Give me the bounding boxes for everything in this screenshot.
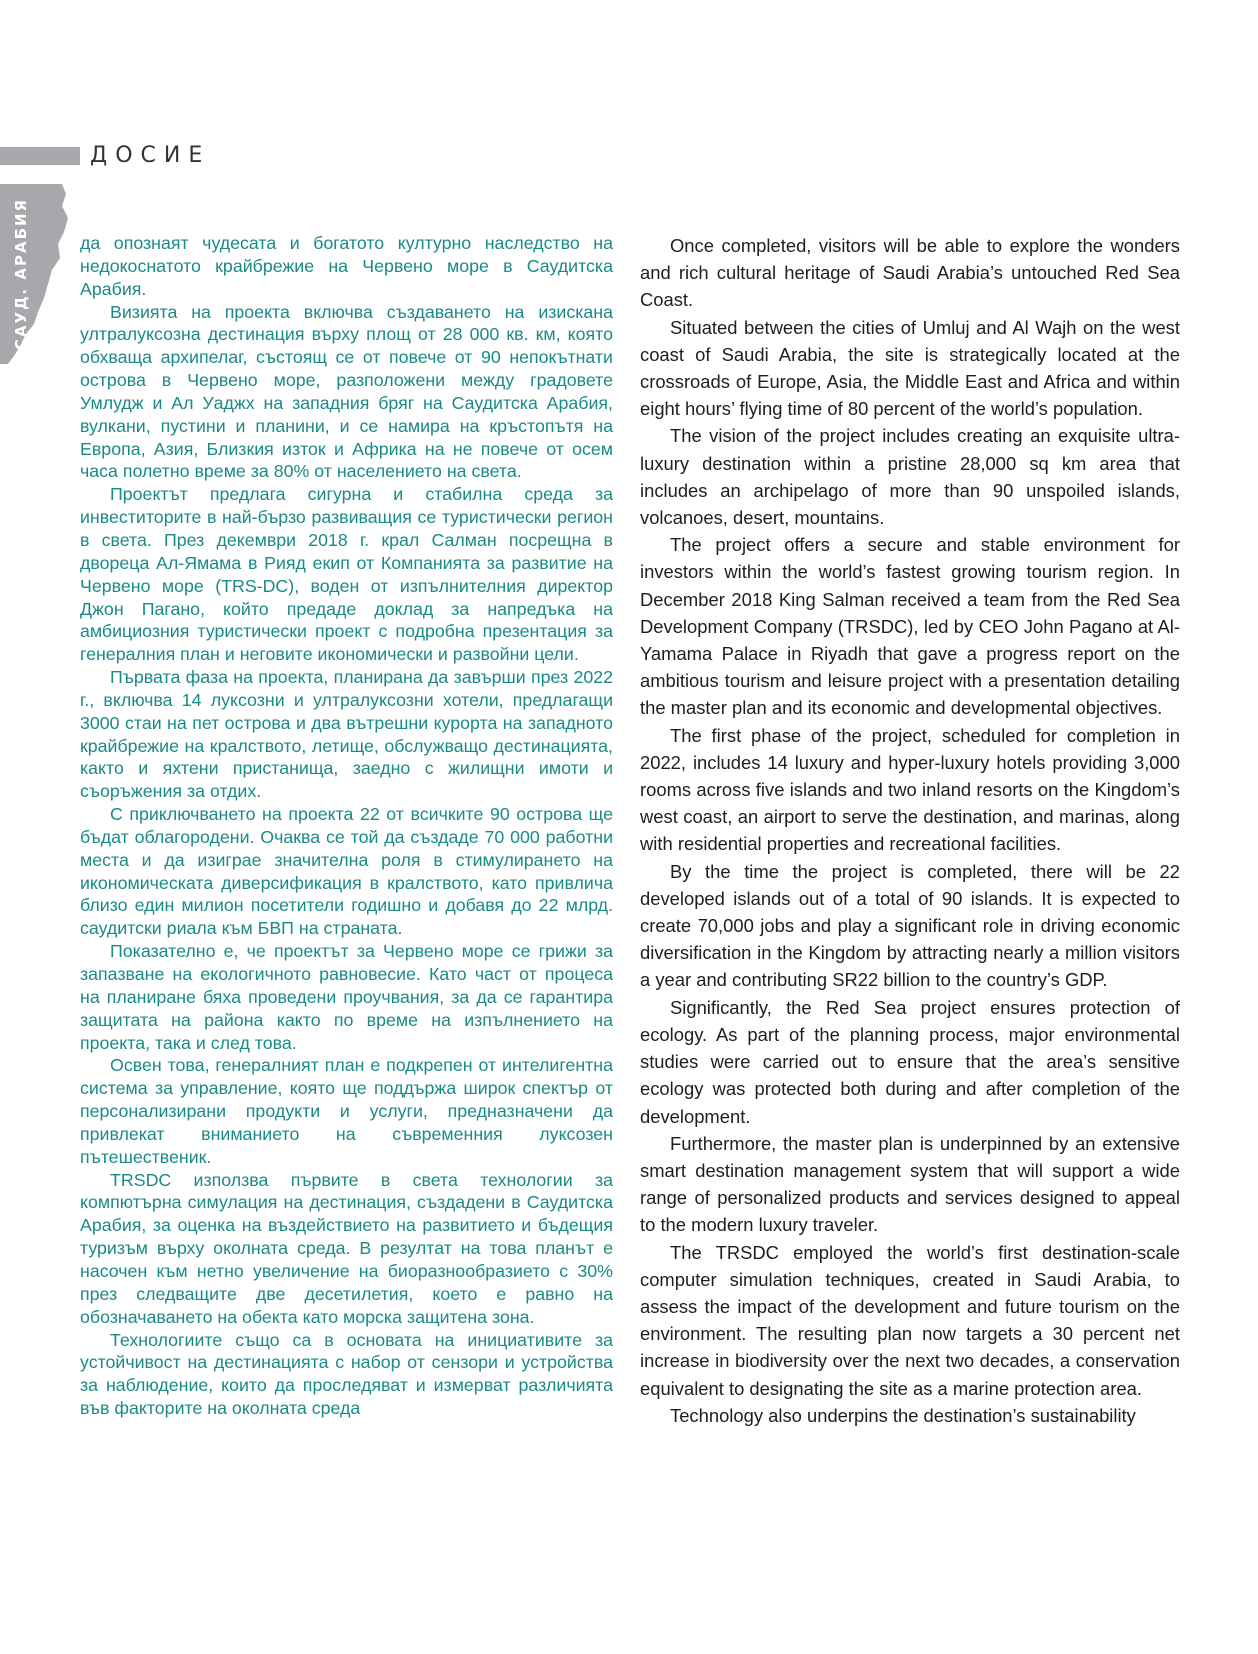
bg-paragraph: Технологиите също са в основата на инициативите за устойчивост на дестинацията с набор от сензори и устройства за наблюдение, които да проследяват и измерват различията във факторите на околната среда [80, 1329, 613, 1419]
bg-paragraph: Освен това, генералният план е подкрепен от интелигентна система за управление, която ще поддържа широк спектър от персонализирани продукти и услуги, предназначени да привлекат вниманието на съвременния луксозен пътешественик. [80, 1055, 613, 1167]
bg-paragraph: С приключването на проекта 22 от всичките 90 острова ще бъдат облагородени. Очаква се той да създаде 70 000 работни места и да изиграе значителна роля в стимулирането на икономическата диверсификация в кралството, като привлича близо един милион посетители годишно и добавя до 22 млрд. саудитски риала към БВП на страната. [80, 804, 613, 939]
en-paragraph: Significantly, the Red Sea project ensures protection of ecology. As part of the planning process, major environmental studies were carried out to ensure that the area’s sensitive ecology was protected both during and after completion of the development. [640, 996, 1180, 1127]
bg-paragraph: Проектът предлага сигурна и стабилна среда за инвеститорите в най-бързо развиващия се туристически регион в света. През декември 2018 г. крал Салман посрещна в двореца Ал-Ямама в Рияд екип от Компанията за развитие на Червено море (TRS-DC), воден от изпълнителния директор Джон Пагано, който предаде доклад за напредъка на амбициозния туристически проект с подробна презентация за генералния план и неговите икономически и развойни цели. [80, 484, 613, 665]
en-paragraph: Technology also underpins the destination’s sustainability [670, 1404, 1136, 1426]
en-paragraph: The first phase of the project, scheduled for completion in 2022, includes 14 luxury and hyper-luxury hotels providing 3,000 rooms across five islands and two inland resorts on the Kingdom’s west coast, an airport to serve the destination, and marinas, along with residential properties and recreational facilities. [640, 724, 1180, 855]
en-paragraph: The project offers a secure and stable environment for investors within the world’s fastest growing tourism region. In December 2018 King Salman received a team from the Red Sea Development Company (TRSDC), led by CEO John Pagano at Al-Yamama Palace in Riyadh that gave a progress report on the ambitious tourism and leisure project with a presentation detailing the master plan and its economic and developmental objectives. [640, 534, 1180, 719]
bg-paragraph: Показателно е, че проектът за Червено море се грижи за запазване на екологичното равновесие. Като част от процеса на планиране бяха проведени проучвания, за да се гарантира защитата на района както по време на изпълнението на проекта, така и след това. [80, 941, 613, 1053]
en-paragraph: By the time the project is completed, there will be 22 developed islands out of a total of 90 islands. It is expected to create 70,000 jobs and play a significant role in driving economic diversification in the Kingdom by attracting nearly a million visitors a year and contributing SR22 billion to the country’s GDP. [640, 860, 1180, 991]
side-tab-label: САУД. АРАБИЯ [12, 197, 30, 351]
section-marker-bar [0, 147, 80, 165]
bulgarian-column [80, 232, 613, 1420]
en-paragraph: The TRSDC employed the world’s first destination-scale computer simulation techniques, created in Saudi Arabia, to assess the impact of the development and future tourism on the environment. The resulting plan now targets a 30 percent net increase in biodiversity over the next two decades, a conservation equivalent to designating the site as a marine protection area. [640, 1241, 1180, 1399]
en-paragraph: The vision of the project includes creating an exquisite ultra-luxury destination within a pristine 28,000 sq km area that includes an archipelago of more than 90 unspoiled islands, volcanoes, desert, mountains. [640, 425, 1180, 529]
english-column [640, 232, 1180, 1429]
bg-paragraph: Първата фаза на проекта, планирана да завърши през 2022 г., включва 14 луксозни и ултралуксозни хотели, предлагащи 3000 стаи на пет острова и два вътрешни курорта на западното крайбрежие на кралството, летище, обслужващо дестинацията, както и яхтени пристанища, заедно с жилищни имоти и съоръжения за отдих. [80, 667, 613, 802]
bg-paragraph: Визията на проекта включва създаването на изискана ултралуксозна дестинация върху площ от 28 000 кв. км, която обхваща архипелаг, състоящ се от повече от 90 непокътнати острова в Червено море, разположени между градовете Умлудж и Ал Уаджх на западния бряг на Саудитска Арабия, вулкани, пустини и планини, и се намира на кръстопътя на Европа, Азия, Близкия изток и Африка на не повече от осем часа полетно време за 80% от населението на света. [80, 301, 613, 482]
en-paragraph: Once completed, visitors will be able to explore the wonders and rich cultural heritage of Saudi Arabia’s untouched Red Sea Coast. [640, 235, 1180, 311]
bg-paragraph: да опознаят чудесата и богатото културно наследство на недокоснатото крайбрежие на Червено море в Саудитска Арабия. [80, 233, 613, 299]
section-title: ДОСИЕ [90, 143, 211, 168]
en-paragraph: Furthermore, the master plan is underpinned by an extensive smart destination management system that will support a wide range of personalized products and services designed to appeal to the modern luxury traveler. [640, 1132, 1180, 1236]
en-paragraph: Situated between the cities of Umluj and Al Wajh on the west coast of Saudi Arabia, the site is strategically located at the crossroads of Europe, Asia, the Middle East and Africa and within eight hours’ flying time of 80 percent of the world’s population. [640, 316, 1180, 420]
bg-paragraph: TRSDC използва първите в света технологии за компютърна симулация на дестинация, създадени в Саудитска Арабия, за оценка на въздействието на развитието и бъдещия туризъм върху околната среда. В резултат на това планът е насочен към нетно увеличение на биоразнообразието с 30% през следващите две десетилетия, което е равно на обозначаването на обекта като морска защитена зона. [80, 1169, 613, 1327]
